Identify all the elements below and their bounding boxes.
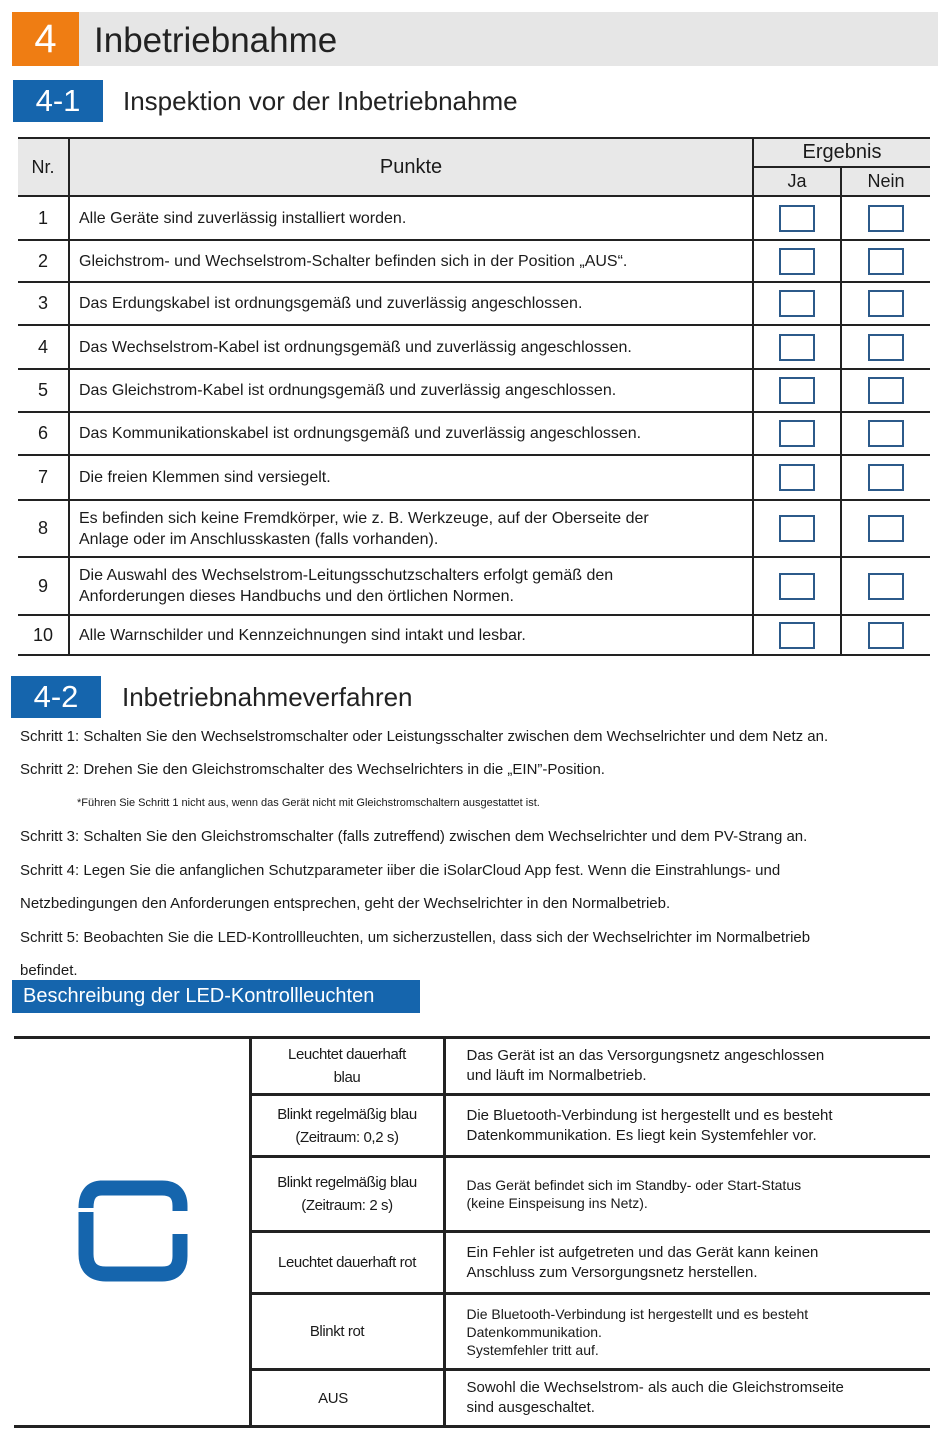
table-row [18, 455, 930, 500]
step-note: *Führen Sie Schritt 1 nicht aus, wenn das Gerät nicht mit Gleichstromschaltern ausgestattet ist. [77, 797, 540, 809]
subsection-number-4-2: 4-2 [11, 676, 101, 718]
row-number: 2 [18, 240, 69, 282]
subsection-title-4-1: Inspektion vor der Inbetriebnahme [123, 86, 518, 116]
row-text [69, 500, 753, 557]
table-row [18, 557, 930, 615]
header-nein: Nein [841, 167, 930, 196]
table-row [18, 240, 930, 282]
led-description-table [14, 1036, 930, 1428]
checkbox-nein[interactable] [868, 334, 904, 361]
row-text-line: Die Auswahl des Wechselstrom-Leitungsschutzschalters erfolgt gemäß den [79, 567, 614, 584]
led-description-line: Das Gerät befindet sich im Standby- oder Start-Status [466, 1177, 802, 1193]
step-5-line-1: Schritt 5: Beobachten Sie die LED-Kontrollleuchten, um sicherzustellen, dass sich der Wechselrichter im Normalbetrieb [20, 929, 811, 946]
led-state [250, 1038, 444, 1095]
led-description-line: Das Gerät ist an das Versorgungsnetz angeschlossen [466, 1047, 825, 1064]
table-row [18, 196, 930, 240]
section-title: Inbetriebnahme [94, 21, 338, 60]
checkbox-ja[interactable] [779, 464, 815, 491]
row-text: Das Wechselstrom-Kabel ist ordnungsgemäß und zuverlässig angeschlossen. [69, 325, 753, 369]
checkbox-nein[interactable] [868, 290, 904, 317]
row-number: 4 [18, 325, 69, 369]
checkbox-nein[interactable] [868, 464, 904, 491]
checkbox-ja[interactable] [779, 205, 815, 232]
row-number: 7 [18, 455, 69, 500]
table-row [18, 615, 930, 655]
checkbox-ja[interactable] [779, 622, 815, 649]
row-text: Gleichstrom- und Wechselstrom-Schalter befinden sich in der Position „AUS“. [69, 240, 753, 282]
table-row [14, 1038, 930, 1095]
row-text: Das Erdungskabel ist ordnungsgemäß und zuverlässig angeschlossen. [69, 282, 753, 325]
led-state-line: Blinkt regelmäßig blau [277, 1105, 417, 1123]
table-row [18, 369, 930, 412]
header-punkte: Punkte [69, 138, 753, 196]
led-state-line: (Zeitraum: 2 s) [301, 1197, 393, 1214]
section-header [12, 12, 938, 66]
step-4-line-2: Netzbedingungen den Anforderungen entsprechen, geht der Wechselrichter in den Normalbetrieb. [20, 895, 671, 912]
checkbox-nein[interactable] [868, 622, 904, 649]
led-state-line: (Zeitraum: 0,2 s) [295, 1128, 399, 1146]
header-ja: Ja [753, 167, 841, 196]
row-text [69, 557, 753, 615]
checkbox-ja[interactable] [779, 573, 815, 600]
led-description-line: (keine Einspeisung ins Netz). [466, 1195, 648, 1211]
led-description-line: sind ausgeschaltet. [466, 1399, 595, 1416]
led-state-line: Blinkt regelmäßig blau [277, 1174, 417, 1191]
led-description-line: Sowohl die Wechselstrom- als auch die Gleichstromseite [466, 1379, 844, 1396]
led-description-line: und läuft im Normalbetrieb. [466, 1067, 647, 1084]
led-description-line: Systemfehler tritt auf. [466, 1341, 599, 1358]
checkbox-nein[interactable] [868, 515, 904, 542]
led-description-line: Die Bluetooth-Verbindung ist hergestellt und es besteht [466, 1106, 833, 1124]
led-state [250, 1095, 444, 1157]
step-1: Schritt 1: Schalten Sie den Wechselstromschalter oder Leistungsschalter zwischen dem Wechselrichter und dem Netz an. [20, 728, 829, 745]
row-text: Die freien Klemmen sind versiegelt. [69, 455, 753, 500]
header-ergebnis: Ergebnis [753, 138, 930, 167]
checkbox-ja[interactable] [779, 248, 815, 275]
step-3: Schritt 3: Schalten Sie den Gleichstromschalter (falls zutreffend) zwischen dem Wechselrichter und dem PV-Strang an. [20, 828, 808, 845]
led-indicator-icon [66, 1170, 196, 1290]
inspection-checklist-table [18, 137, 930, 656]
header-nr: Nr. [18, 138, 69, 196]
led-description-line: Datenkommunikation. [466, 1323, 602, 1340]
led-description-line: Die Bluetooth-Verbindung ist hergestellt und es besteht [466, 1305, 809, 1322]
table-row [18, 282, 930, 325]
row-text: Das Kommunikationskabel ist ordnungsgemäß und zuverlässig angeschlossen. [69, 412, 753, 455]
step-2: Schritt 2: Drehen Sie den Gleichstromschalter des Wechselrichters in die „EIN”-Position. [20, 761, 605, 778]
row-number: 6 [18, 412, 69, 455]
checkbox-nein[interactable] [868, 248, 904, 275]
led-section-title: Beschreibung der LED-Kontrollleuchten [12, 980, 420, 1013]
checkbox-nein[interactable] [868, 205, 904, 232]
led-description-line: Ein Fehler ist aufgetreten und das Gerät kann keinen [466, 1243, 819, 1261]
led-state-line: blau [333, 1069, 361, 1086]
led-state: Leuchtet dauerhaft rot [250, 1232, 444, 1294]
led-state: Blinkt rot [250, 1294, 444, 1370]
led-state: AUS [250, 1370, 444, 1427]
led-description [444, 1370, 930, 1427]
step-5-line-2: befindet. [20, 962, 78, 979]
row-text-line: Es befinden sich keine Fremdkörper, wie z. B. Werkzeuge, auf der Oberseite der [79, 509, 649, 527]
row-text: Alle Warnschilder und Kennzeichnungen sind intakt und lesbar. [69, 615, 753, 655]
led-state [250, 1157, 444, 1232]
led-description [444, 1294, 930, 1370]
led-description [444, 1095, 930, 1157]
checkbox-ja[interactable] [779, 420, 815, 447]
checkbox-ja[interactable] [779, 377, 815, 404]
row-text-line: Anforderungen dieses Handbuchs und den örtlichen Normen. [79, 588, 514, 605]
row-text: Das Gleichstrom-Kabel ist ordnungsgemäß und zuverlässig angeschlossen. [69, 369, 753, 412]
row-text-line: Anlage oder im Anschlusskasten (falls vorhanden). [79, 530, 439, 548]
row-number: 8 [18, 500, 69, 557]
led-description [444, 1157, 930, 1232]
led-state-line: Leuchtet dauerhaft [288, 1046, 406, 1063]
checkbox-nein[interactable] [868, 420, 904, 447]
table-row [18, 500, 930, 557]
step-4-line-1: Schritt 4: Legen Sie die anfanglichen Schutzparameter iiber die iSolarCloud App fest. Wenn die Einstrahlungs- und [20, 862, 781, 879]
row-number: 10 [18, 615, 69, 655]
row-number: 9 [18, 557, 69, 615]
led-description [444, 1232, 930, 1294]
checkbox-nein[interactable] [868, 377, 904, 404]
led-description [444, 1038, 930, 1095]
table-row [18, 412, 930, 455]
row-number: 1 [18, 196, 69, 240]
checkbox-ja[interactable] [779, 290, 815, 317]
subsection-title-4-2: Inbetriebnahmeverfahren [122, 682, 413, 712]
checkbox-ja[interactable] [779, 515, 815, 542]
checkbox-nein[interactable] [868, 573, 904, 600]
row-number: 5 [18, 369, 69, 412]
subsection-number-4-1: 4-1 [13, 80, 103, 122]
led-description-line: Datenkommunikation. Es liegt kein Systemfehler vor. [466, 1126, 817, 1144]
section-number: 4 [12, 12, 79, 66]
row-text: Alle Geräte sind zuverlässig installiert worden. [69, 196, 753, 240]
row-number: 3 [18, 282, 69, 325]
led-description-line: Anschluss zum Versorgungsnetz herstellen. [466, 1263, 758, 1281]
checkbox-ja[interactable] [779, 334, 815, 361]
table-row [18, 325, 930, 369]
